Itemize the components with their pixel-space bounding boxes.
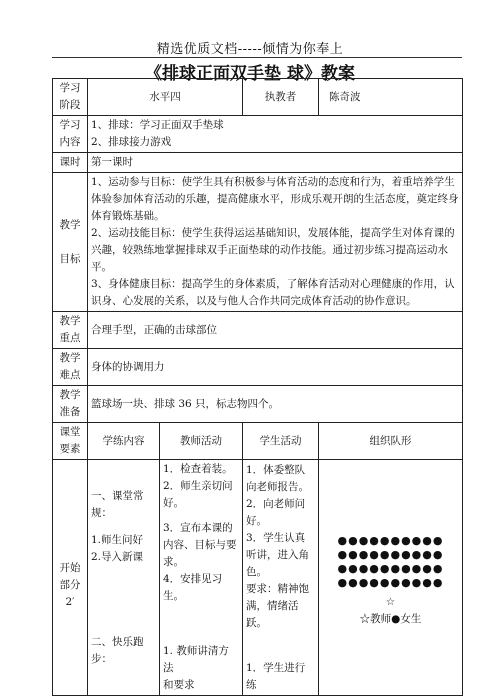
stage-value: 水平四 — [88, 79, 243, 116]
goal-participation: 1、运动参与目标：使学生具有积极参与体育活动的态度和行为，着重培养学生体验参加体育活动的乐趣，提高健康水平，形成乐观开朗的生活态度，奠定终身体育锻炼基础。 — [91, 176, 459, 222]
teacher-label: 执教者 — [243, 79, 319, 116]
opening-student-4: 要求：精神饱满，情绪活跃。 — [246, 582, 309, 629]
opening-teacher-4: 4．安排见习生。 — [163, 573, 223, 602]
formation-dots — [322, 534, 459, 590]
stage-row — [53, 79, 463, 116]
document-title: 《排球正面双手垫 球》教案 — [145, 64, 355, 84]
difficulty-row — [53, 349, 463, 386]
opening-student-1: 1．体委整队向老师报告。 — [246, 463, 309, 493]
opening-content-line-2: 2.导入新课 — [91, 550, 144, 563]
formation-row-4: ●●●●●●●●●● — [337, 575, 444, 589]
opening-label: 开始 部分 2′ — [53, 460, 88, 696]
opening-teacher-next-2: 和要求 — [163, 679, 195, 691]
difficulty-value: 身体的协调用力 — [88, 349, 463, 386]
opening-teacher-1: 1．检查着装。 — [163, 463, 233, 475]
opening-teacher-3: 3．宣布本课的内容、目标与要求。 — [163, 522, 237, 568]
formation-legend: ☆教师●女生 — [359, 612, 422, 625]
opening-content — [88, 460, 160, 696]
col-content-header: 学练内容 — [88, 423, 160, 460]
col-teacher-header: 教师活动 — [160, 423, 243, 460]
opening-teacher — [160, 460, 243, 696]
content-label: 学习 内容 — [53, 116, 88, 153]
goal-skill: 2、运动技能目标：使学生获得运运基础知识，发展体能，提高学生对体育课的兴趣，较熟练地掌握排球双手正面垫球的动作技能。通过初步练习提高运动水平。 — [91, 227, 455, 273]
prep-value: 篮球场一块、排球 36 只，标志物四个。 — [88, 386, 463, 423]
content-row — [53, 116, 463, 153]
col-org-header: 组织队形 — [319, 423, 463, 460]
opening-teacher-2: 2．师生亲切问好。 — [163, 480, 233, 509]
goal-health: 3、身体健康目标：提高学生的身体素质，了解体育活动对心理健康的作用，认识身、心发展的关系，以及与他人合作共同完成体育活动的协作意识。 — [91, 278, 455, 307]
content-value — [88, 116, 463, 153]
formation-row-3: ●●●●●●●●●● — [337, 561, 444, 575]
difficulty-label: 教学 难点 — [53, 349, 88, 386]
teacher-symbol: ☆ — [385, 595, 396, 608]
period-value: 第一课时 — [88, 153, 463, 173]
key-value: 合理手型，正确的击球部位 — [88, 312, 463, 349]
header-divider — [52, 57, 462, 58]
prep-label: 教学 准备 — [53, 386, 88, 423]
content-line-2: 2、排球接力游戏 — [91, 136, 172, 148]
opening-student-next: 1．学生进行练 — [246, 661, 306, 691]
opening-student — [243, 460, 319, 696]
formation-row-2: ●●●●●●●●●● — [337, 547, 444, 561]
opening-teacher-next-1: 1. 教师讲清方法 — [163, 645, 229, 674]
opening-row — [53, 460, 463, 696]
columns-row — [53, 423, 463, 460]
opening-student-2: 2．向老师问好。 — [246, 497, 306, 527]
goals-label: 教学 目标 — [53, 173, 88, 312]
stage-label: 学习 阶段 — [53, 79, 88, 116]
goals-row — [53, 173, 463, 312]
col-student-header: 学生活动 — [243, 423, 319, 460]
opening-student-3: 3．学生认真听讲，进入角色。 — [246, 531, 309, 578]
columns-label: 课堂 要素 — [53, 423, 88, 460]
formation-row-1: ●●●●●●●●●● — [337, 533, 444, 547]
key-row — [53, 312, 463, 349]
opening-formation — [319, 460, 463, 696]
goals-value — [88, 173, 463, 312]
period-row — [53, 153, 463, 173]
opening-content-line-1: 1.师生问好 — [91, 533, 144, 546]
prep-row — [53, 386, 463, 423]
teacher-name: 陈奇波 — [319, 79, 463, 116]
content-line-1: 1、排球：学习正面双手垫球 — [91, 119, 224, 131]
lesson-plan-table — [52, 78, 463, 696]
opening-content-heading: 一、课堂常规： — [91, 489, 144, 519]
opening-content-next: 二、快乐跑步： — [91, 635, 144, 665]
period-label: 课时 — [53, 153, 88, 173]
page-header: 精选优质文档-----倾情为你奉上 — [156, 42, 344, 57]
key-label: 教学 重点 — [53, 312, 88, 349]
